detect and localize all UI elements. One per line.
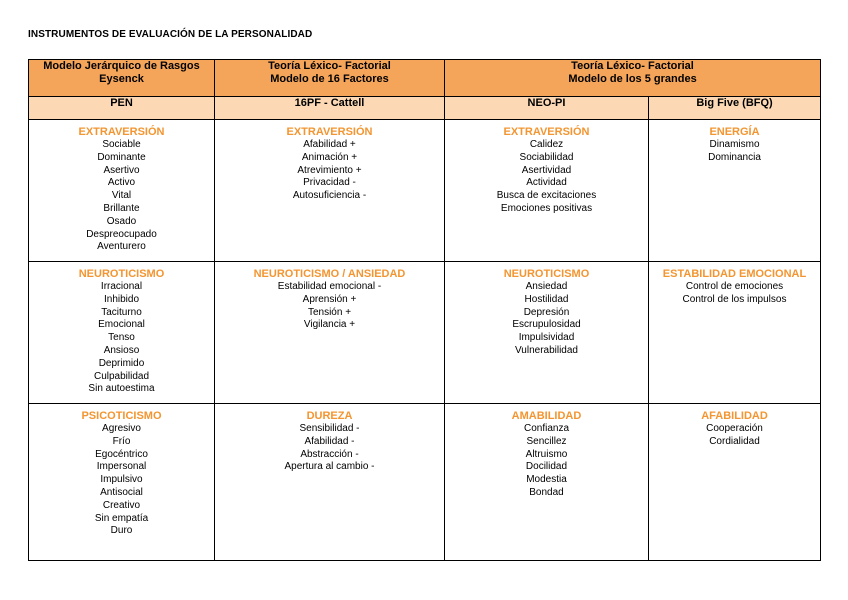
trait-item: Sociable — [102, 139, 141, 150]
trait-item: Actividad — [526, 177, 567, 189]
cell-neo-pi — [445, 120, 649, 262]
trait-item: Depresión — [523, 306, 570, 318]
document-title: INSTRUMENTOS DE EVALUACIÓN DE LA PERSONALIDAD — [28, 29, 313, 40]
trait-item: Sencillez — [526, 435, 567, 447]
cell-bfq — [649, 404, 821, 561]
trait-item: Irracional — [100, 281, 143, 292]
cell-16pf — [215, 404, 445, 561]
trait-item: Afabilidad - — [304, 435, 355, 447]
trait-item: Brillante — [103, 202, 140, 214]
header-line: Modelo Jerárquico de Rasgos — [43, 60, 200, 72]
trait-item: Osado — [106, 215, 137, 227]
trait-item: Inhibido — [103, 293, 140, 305]
factor-heading: ENERGÍA — [709, 126, 760, 138]
trait-item: Asertivo — [103, 164, 140, 176]
trait-item: Dinamismo — [709, 139, 760, 150]
cell-pen — [29, 120, 215, 262]
trait-item: Sin autoestima — [88, 383, 155, 395]
header-5-grandes — [445, 60, 821, 97]
personality-instruments-table — [28, 59, 821, 561]
trait-item: Abstracción - — [300, 448, 359, 460]
header-line: Teoría Léxico- Factorial — [268, 60, 391, 72]
trait-item: Docilidad — [525, 461, 568, 473]
subheader-bfq: Big Five (BFQ) — [649, 97, 821, 120]
cell-neo-pi — [445, 262, 649, 404]
trait-item: Tensión + — [307, 306, 352, 318]
trait-item: Agresivo — [102, 423, 141, 434]
trait-item: Altruismo — [525, 448, 568, 460]
trait-item: Sensibilidad - — [299, 423, 360, 434]
factor-heading: NEUROTICISMO — [503, 268, 590, 280]
trait-item: Duro — [110, 525, 133, 537]
trait-item: Despreocupado — [86, 228, 157, 240]
trait-item: Animación + — [301, 151, 358, 163]
trait-item: Impulsividad — [518, 332, 575, 344]
factor-heading: AMABILIDAD — [511, 410, 582, 422]
factor-heading: DUREZA — [306, 410, 353, 422]
trait-item: Cordialidad — [709, 435, 760, 447]
factor-heading: PSICOTICISMO — [81, 410, 162, 422]
trait-item: Hostilidad — [524, 293, 569, 305]
trait-item: Deprimido — [98, 357, 145, 369]
header-line: Modelo de 16 Factores — [270, 73, 389, 85]
trait-item: Tenso — [108, 332, 135, 344]
trait-item: Dominante — [97, 151, 146, 163]
trait-item: Culpabilidad — [93, 370, 150, 382]
trait-item: Confianza — [523, 423, 570, 434]
trait-item: Escrupulosidad — [512, 319, 581, 331]
factor-heading: NEUROTICISMO — [78, 268, 165, 280]
table-row — [29, 262, 821, 404]
header-16-factores — [215, 60, 445, 97]
trait-item: Atrevimiento + — [297, 164, 362, 176]
trait-item: Calidez — [529, 139, 564, 150]
subheader-pen: PEN — [29, 97, 215, 120]
trait-item: Vital — [111, 190, 132, 202]
header-eysenck — [29, 60, 215, 97]
header-row — [29, 60, 821, 97]
trait-item: Antisocial — [100, 486, 143, 498]
trait-item: Impersonal — [96, 461, 147, 473]
cell-pen — [29, 262, 215, 404]
trait-item: Cooperación — [706, 423, 763, 434]
table-row — [29, 404, 821, 561]
factor-heading: EXTRAVERSIÓN — [286, 126, 373, 138]
factor-heading: EXTRAVERSIÓN — [503, 126, 590, 138]
header-line: Teoría Léxico- Factorial — [571, 60, 694, 72]
cell-bfq — [649, 262, 821, 404]
trait-item: Apertura al cambio - — [284, 461, 375, 473]
factor-heading: NEUROTICISMO / ANSIEDAD — [253, 268, 406, 280]
trait-item: Taciturno — [101, 306, 142, 318]
trait-item: Privacidad - — [303, 177, 356, 189]
trait-item: Vulnerabilidad — [514, 344, 578, 356]
trait-item: Dominancia — [708, 151, 761, 163]
factor-heading: EXTRAVERSIÓN — [78, 126, 165, 138]
trait-item: Emocional — [98, 319, 145, 331]
trait-item: Modestia — [526, 474, 567, 486]
trait-item: Busca de excitaciones — [496, 190, 597, 202]
trait-item: Egocéntrico — [95, 448, 148, 460]
subheader-row — [29, 97, 821, 120]
table-row — [29, 120, 821, 262]
trait-item: Activo — [107, 177, 136, 189]
factor-heading: ESTABILIDAD EMOCIONAL — [662, 268, 807, 280]
trait-item: Aprensión + — [302, 293, 357, 305]
trait-item: Emociones positivas — [500, 202, 593, 214]
trait-item: Sociabilidad — [519, 151, 574, 163]
cell-pen — [29, 404, 215, 561]
cell-neo-pi — [445, 404, 649, 561]
cell-16pf — [215, 120, 445, 262]
trait-item: Ansioso — [103, 344, 140, 356]
trait-item: Aventurero — [97, 241, 146, 253]
header-line: Eysenck — [99, 73, 144, 85]
trait-item: Asertividad — [521, 164, 572, 176]
trait-item: Frío — [112, 435, 131, 447]
factor-heading: AFABILIDAD — [701, 410, 768, 422]
trait-item: Estabilidad emocional - — [277, 281, 382, 292]
trait-item: Control de los impulsos — [682, 293, 787, 305]
trait-item: Impulsivo — [100, 474, 143, 486]
trait-item: Afabilidad + — [303, 139, 356, 150]
trait-item: Autosuficiencia - — [292, 190, 367, 202]
trait-item: Control de emociones — [685, 281, 784, 292]
cell-16pf — [215, 262, 445, 404]
trait-item: Ansiedad — [525, 281, 568, 292]
subheader-16pf: 16PF - Cattell — [215, 97, 445, 120]
trait-item: Sin empatía — [94, 512, 149, 524]
trait-item: Creativo — [102, 499, 141, 511]
trait-item: Vigilancia + — [303, 319, 356, 331]
header-line: Modelo de los 5 grandes — [568, 73, 697, 85]
trait-item: Bondad — [529, 486, 564, 498]
cell-bfq — [649, 120, 821, 262]
subheader-neo-pi: NEO-PI — [445, 97, 649, 120]
